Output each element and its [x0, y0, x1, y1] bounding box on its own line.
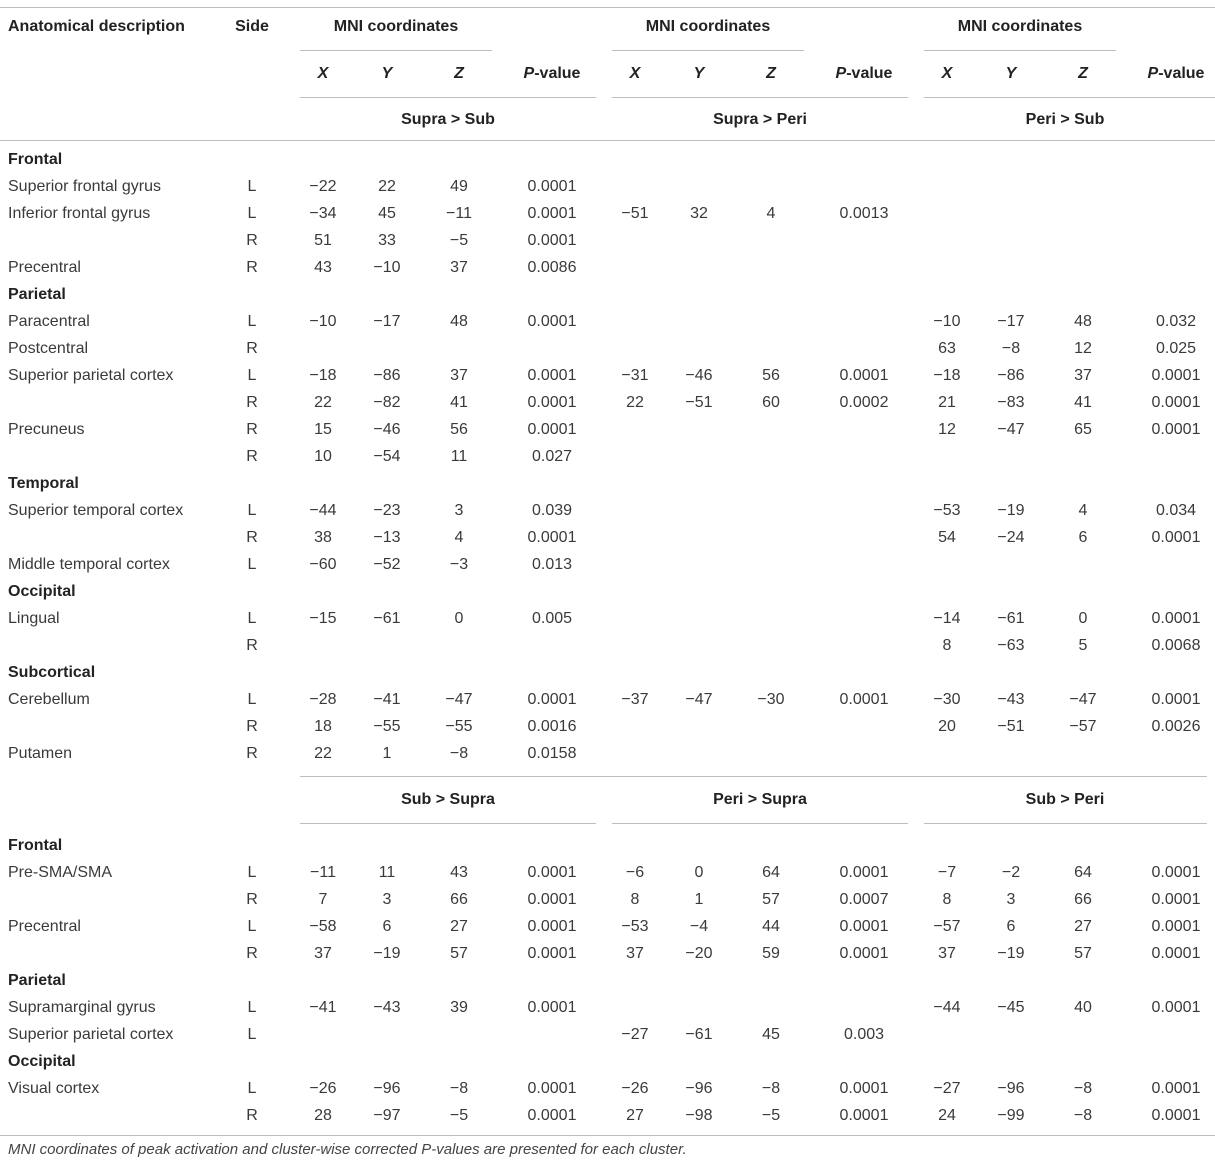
top-row-z: 65 — [1074, 421, 1092, 438]
top-row-pvalue: 0.0013 — [839, 205, 889, 222]
top-row-y: 32 — [690, 205, 708, 222]
bottom-row-z: 39 — [450, 999, 468, 1016]
bottom-row-pvalue: 0.0001 — [1151, 918, 1201, 935]
header-pvalue-0: P-value — [523, 65, 581, 82]
top-row-x: 22 — [314, 394, 332, 411]
top-row-z: 4 — [1078, 502, 1088, 519]
top-row-z: −5 — [449, 232, 469, 249]
bottom-row-y: 11 — [378, 864, 396, 881]
bottom-row-pvalue: 0.0001 — [527, 945, 577, 962]
top-row-x: −14 — [933, 610, 961, 627]
top-row-z: 37 — [450, 367, 468, 384]
top-row-pvalue: 0.034 — [1155, 502, 1197, 519]
bottom-row-x: −57 — [933, 918, 961, 935]
top-row-y: 1 — [382, 745, 392, 762]
bottom-row-y: −2 — [1001, 864, 1021, 881]
top-row-pvalue: 0.0001 — [527, 421, 577, 438]
top-row-x: −44 — [309, 502, 337, 519]
top-row-side: L — [247, 556, 257, 573]
header-pvalue-1: P-value — [835, 65, 893, 82]
bottom-row-z: 57 — [762, 891, 780, 908]
top-row-pvalue: 0.027 — [531, 448, 573, 465]
bottom-row-z: 43 — [450, 864, 468, 881]
bottom-row-region: Superior parietal cortex — [8, 1026, 174, 1043]
top-row-y: −10 — [373, 259, 401, 276]
top-row-z: 41 — [1074, 394, 1092, 411]
mni-underline-0 — [300, 50, 492, 51]
top-row-pvalue: 0.0016 — [527, 718, 577, 735]
top-row-z: −8 — [449, 745, 469, 762]
top-row-y: −41 — [373, 691, 401, 708]
bottom-row-y: −96 — [997, 1080, 1025, 1097]
top-row-x: 51 — [314, 232, 332, 249]
top-row-z: 48 — [450, 313, 468, 330]
top-row-y: −55 — [373, 718, 401, 735]
top-row-pvalue: 0.0001 — [527, 529, 577, 546]
coord-underline-1 — [612, 97, 908, 98]
bottom-row-y: −20 — [685, 945, 713, 962]
top-row-z: 0 — [1078, 610, 1088, 627]
bottom-row-y: −99 — [997, 1107, 1025, 1124]
top-row-pvalue: 0.0001 — [1151, 610, 1201, 627]
top-row-x: 22 — [626, 394, 644, 411]
top-row-y: −83 — [997, 394, 1025, 411]
contrast-bottom-underline-2 — [924, 823, 1207, 824]
bottom-row-x: −41 — [309, 999, 337, 1016]
bottom-row-y: −97 — [373, 1107, 401, 1124]
top-row-z: −11 — [446, 205, 472, 222]
contrast-top-1: Supra > Peri — [713, 111, 807, 128]
top-row-x: 18 — [314, 718, 332, 735]
bottom-row-y: −61 — [685, 1026, 713, 1043]
top-row-z: −30 — [757, 691, 785, 708]
top-row-region: Postcentral — [8, 340, 89, 357]
top-row-z: 4 — [766, 205, 776, 222]
top-row-region: Precentral — [8, 259, 81, 276]
bottom-row-pvalue: 0.0001 — [1151, 891, 1201, 908]
top-row-z: 5 — [1078, 637, 1088, 654]
coord-underline-0 — [300, 97, 596, 98]
contrast-bottom-1: Peri > Supra — [713, 791, 807, 808]
top-row-y: −46 — [373, 421, 401, 438]
top-row-side: R — [246, 448, 258, 465]
contrast-bottom-underline-0 — [300, 823, 596, 824]
bottom-row-side: R — [246, 891, 258, 908]
top-row-side: R — [246, 718, 258, 735]
mni-underline-1 — [612, 50, 804, 51]
bottom-row-pvalue: 0.0001 — [1151, 864, 1201, 881]
top-row-z: 12 — [1074, 340, 1092, 357]
top-row-z: −55 — [445, 718, 473, 735]
bottom-row-x: 28 — [314, 1107, 332, 1124]
top-row-pvalue: 0.0002 — [839, 394, 889, 411]
top-row-pvalue: 0.0001 — [527, 205, 577, 222]
bottom-row-y: −43 — [373, 999, 401, 1016]
top-row-y: −43 — [997, 691, 1025, 708]
top-row-region: Superior temporal cortex — [8, 502, 184, 519]
bottom-row-side: R — [246, 1107, 258, 1124]
top-row-y: −19 — [997, 502, 1025, 519]
top-row-x: 10 — [314, 448, 332, 465]
top-row-side: L — [247, 367, 257, 384]
bottom-row-x: 24 — [938, 1107, 956, 1124]
top-row-y: −17 — [997, 313, 1025, 330]
top-row-y: −13 — [373, 529, 401, 546]
bottom-row-z: −8 — [1073, 1080, 1093, 1097]
contrast-top-rule — [0, 140, 1215, 141]
bottom-row-y: 0 — [694, 864, 704, 881]
top-row-pvalue: 0.0001 — [1151, 367, 1201, 384]
coord-underline-2 — [924, 97, 1215, 98]
bottom-row-y: −4 — [689, 918, 709, 935]
top-row-z: 49 — [450, 178, 468, 195]
bottom-row-z: −5 — [761, 1107, 781, 1124]
top-row-z: −57 — [1069, 718, 1097, 735]
bottom-row-x: 7 — [318, 891, 328, 908]
top-row-side: R — [246, 259, 258, 276]
top-row-x: 54 — [938, 529, 956, 546]
top-row-region: Superior parietal cortex — [8, 367, 174, 384]
bottom-row-y: 3 — [1006, 891, 1016, 908]
bottom-row-region: Pre-SMA/SMA — [8, 864, 113, 881]
bottom-row-y: 6 — [382, 918, 392, 935]
top-row-z: 37 — [450, 259, 468, 276]
top-row-region: Lingual — [8, 610, 60, 627]
bottom-row-x: −53 — [621, 918, 649, 935]
bottom-row-z: 57 — [450, 945, 468, 962]
top-row-side: R — [246, 745, 258, 762]
bottom-row-pvalue: 0.0001 — [1151, 945, 1201, 962]
top-row-y: −24 — [997, 529, 1025, 546]
mni-underline-2 — [924, 50, 1116, 51]
bottom-row-y: 3 — [382, 891, 392, 908]
bottom-row-pvalue: 0.0001 — [527, 999, 577, 1016]
top-row-y: −51 — [685, 394, 713, 411]
top-row-section: Parietal — [8, 286, 66, 303]
top-row-z: 0 — [454, 610, 464, 627]
top-row-z: 4 — [454, 529, 464, 546]
top-row-section: Frontal — [8, 151, 63, 168]
top-row-x: −18 — [309, 367, 337, 384]
top-row-x: −10 — [933, 313, 961, 330]
header-mni-2: MNI coordinates — [957, 18, 1083, 35]
bottom-row-pvalue: 0.0001 — [839, 945, 889, 962]
top-row-x: −60 — [309, 556, 337, 573]
top-row-pvalue: 0.0086 — [527, 259, 577, 276]
top-row-pvalue: 0.0001 — [527, 313, 577, 330]
top-row-pvalue: 0.0001 — [1151, 421, 1201, 438]
bottom-row-y: −19 — [997, 945, 1025, 962]
top-row-x: −34 — [309, 205, 337, 222]
bottom-row-z: 27 — [450, 918, 468, 935]
bottom-row-z: 59 — [762, 945, 780, 962]
bottom-row-pvalue: 0.0001 — [839, 918, 889, 935]
top-row-x: 8 — [942, 637, 952, 654]
top-row-side: L — [247, 610, 257, 627]
top-row-section: Temporal — [8, 475, 79, 492]
top-row-side: R — [246, 421, 258, 438]
header-pvalue-2: P-value — [1147, 65, 1205, 82]
header-y-0: Y — [381, 65, 393, 82]
bottom-row-region: Precentral — [8, 918, 81, 935]
top-row-y: −46 — [685, 367, 713, 384]
top-row-x: 22 — [314, 745, 332, 762]
top-row-x: −51 — [621, 205, 649, 222]
top-row-y: −17 — [373, 313, 401, 330]
bottom-row-x: −44 — [933, 999, 961, 1016]
bottom-row-x: −11 — [310, 864, 336, 881]
top-row-pvalue: 0.0001 — [839, 367, 889, 384]
top-row-y: −8 — [1001, 340, 1021, 357]
top-row-x: 15 — [314, 421, 332, 438]
header-z-1: Z — [766, 65, 776, 82]
bottom-row-side: L — [247, 918, 257, 935]
bottom-row-z: 27 — [1074, 918, 1092, 935]
bottom-row-pvalue: 0.0001 — [1151, 999, 1201, 1016]
bottom-row-z: 57 — [1074, 945, 1092, 962]
bottom-row-x: −26 — [621, 1080, 649, 1097]
top-row-pvalue: 0.0001 — [527, 367, 577, 384]
bottom-row-x: 37 — [938, 945, 956, 962]
contrast-top-0: Supra > Sub — [401, 111, 495, 128]
bottom-row-z: 66 — [1074, 891, 1092, 908]
top-row-side: R — [246, 394, 258, 411]
top-row-pvalue: 0.0001 — [527, 232, 577, 249]
top-row-z: 11 — [450, 448, 468, 465]
header-anatomical: Anatomical description — [8, 18, 185, 35]
top-row-z: 60 — [762, 394, 780, 411]
top-row-side: R — [246, 232, 258, 249]
top-row-y: −52 — [373, 556, 401, 573]
bottom-row-x: 37 — [314, 945, 332, 962]
top-row-y: 22 — [378, 178, 396, 195]
top-row-pvalue: 0.013 — [531, 556, 573, 573]
bottom-row-side: L — [247, 864, 257, 881]
top-row-region: Paracentral — [8, 313, 90, 330]
top-row-y: −63 — [997, 637, 1025, 654]
top-row-region: Inferior frontal gyrus — [8, 205, 151, 222]
header-mni-0: MNI coordinates — [333, 18, 459, 35]
bottom-row-x: 27 — [626, 1107, 644, 1124]
bottom-row-y: −98 — [685, 1107, 713, 1124]
top-row-x: −22 — [309, 178, 337, 195]
top-row-pvalue: 0.0068 — [1151, 637, 1201, 654]
top-row-region: Superior frontal gyrus — [8, 178, 161, 195]
top-row-x: 63 — [938, 340, 956, 357]
top-row-x: −30 — [933, 691, 961, 708]
top-row-y: −51 — [997, 718, 1025, 735]
bottom-row-section: Occipital — [8, 1053, 76, 1070]
top-row-y: −86 — [373, 367, 401, 384]
bottom-row-y: −19 — [373, 945, 401, 962]
bottom-row-side: L — [247, 1080, 257, 1097]
bottom-row-pvalue: 0.0001 — [527, 1080, 577, 1097]
top-row-y: 45 — [378, 205, 396, 222]
bottom-row-x: 8 — [942, 891, 952, 908]
bottom-row-z: −8 — [449, 1080, 469, 1097]
top-row-region: Middle temporal cortex — [8, 556, 170, 573]
bottom-row-z: 44 — [762, 918, 780, 935]
top-row-y: −23 — [373, 502, 401, 519]
bottom-row-x: 8 — [630, 891, 640, 908]
top-row-side: R — [246, 637, 258, 654]
header-z-0: Z — [454, 65, 464, 82]
bottom-row-z: 66 — [450, 891, 468, 908]
bottom-row-pvalue: 0.0001 — [527, 1107, 577, 1124]
top-row-x: −28 — [309, 691, 337, 708]
header-mni-1: MNI coordinates — [645, 18, 771, 35]
top-row-section: Occipital — [8, 583, 76, 600]
bottom-row-z: −8 — [1073, 1107, 1093, 1124]
top-row-pvalue: 0.0001 — [527, 691, 577, 708]
top-row-z: −47 — [445, 691, 473, 708]
table-top-rule — [0, 7, 1215, 8]
top-row-x: 43 — [314, 259, 332, 276]
top-row-x: −37 — [621, 691, 649, 708]
contrast-top-2: Peri > Sub — [1025, 111, 1105, 128]
top-row-side: L — [247, 691, 257, 708]
bottom-row-pvalue: 0.0001 — [527, 864, 577, 881]
bottom-row-z: 45 — [762, 1026, 780, 1043]
bottom-row-pvalue: 0.0001 — [839, 1080, 889, 1097]
bottom-row-pvalue: 0.003 — [843, 1026, 885, 1043]
contrast-bottom-0: Sub > Supra — [401, 791, 495, 808]
bottom-row-z: 64 — [1074, 864, 1092, 881]
header-x-0: X — [317, 65, 329, 82]
bottom-row-y: −96 — [373, 1080, 401, 1097]
top-row-x: 21 — [938, 394, 956, 411]
top-row-z: 56 — [762, 367, 780, 384]
bottom-row-z: −5 — [449, 1107, 469, 1124]
top-row-z: −47 — [1069, 691, 1097, 708]
top-row-z: 37 — [1074, 367, 1092, 384]
top-row-z: 41 — [450, 394, 468, 411]
bottom-row-z: 40 — [1074, 999, 1092, 1016]
top-row-y: −47 — [997, 421, 1025, 438]
top-row-pvalue: 0.005 — [531, 610, 573, 627]
top-row-pvalue: 0.032 — [1155, 313, 1197, 330]
top-row-x: −15 — [309, 610, 337, 627]
header-x-1: X — [629, 65, 641, 82]
top-row-x: −53 — [933, 502, 961, 519]
top-row-z: 48 — [1074, 313, 1092, 330]
top-row-y: −47 — [685, 691, 713, 708]
top-row-side: R — [246, 340, 258, 357]
top-row-pvalue: 0.0001 — [527, 394, 577, 411]
top-row-pvalue: 0.025 — [1155, 340, 1197, 357]
bottom-row-pvalue: 0.0001 — [527, 918, 577, 935]
bottom-row-x: −6 — [625, 864, 645, 881]
contrast-bottom-2: Sub > Peri — [1025, 791, 1105, 808]
bottom-row-side: L — [247, 1026, 257, 1043]
bottom-row-pvalue: 0.0001 — [527, 891, 577, 908]
top-row-side: L — [247, 313, 257, 330]
bottom-row-section: Frontal — [8, 837, 63, 854]
top-row-y: −86 — [997, 367, 1025, 384]
header-y-1: Y — [693, 65, 705, 82]
top-row-region: Putamen — [8, 745, 73, 762]
bottom-row-region: Visual cortex — [8, 1080, 100, 1097]
top-row-y: −54 — [373, 448, 401, 465]
table-bottom-rule — [0, 1135, 1215, 1136]
bottom-row-z: −8 — [761, 1080, 781, 1097]
top-row-x: −18 — [933, 367, 961, 384]
top-row-region: Cerebellum — [8, 691, 90, 708]
top-row-y: −61 — [373, 610, 401, 627]
bottom-row-x: −27 — [621, 1026, 649, 1043]
top-row-x: −10 — [309, 313, 337, 330]
top-row-z: 56 — [450, 421, 468, 438]
header-x-2: X — [941, 65, 953, 82]
top-row-side: L — [247, 178, 257, 195]
bottom-row-pvalue: 0.0007 — [839, 891, 889, 908]
top-row-section: Subcortical — [8, 664, 96, 681]
top-row-y: −82 — [373, 394, 401, 411]
bottom-row-y: 1 — [694, 891, 704, 908]
top-row-pvalue: 0.039 — [531, 502, 573, 519]
top-row-y: 33 — [378, 232, 396, 249]
bottom-row-z: 64 — [762, 864, 780, 881]
top-row-pvalue: 0.0001 — [1151, 394, 1201, 411]
bottom-row-pvalue: 0.0001 — [1151, 1107, 1201, 1124]
top-row-x: 20 — [938, 718, 956, 735]
bottom-row-y: 6 — [1006, 918, 1016, 935]
top-row-side: L — [247, 502, 257, 519]
top-row-x: −31 — [621, 367, 649, 384]
contrast-bottom-underline-1 — [612, 823, 908, 824]
bottom-block-rule — [300, 776, 1207, 777]
bottom-row-side: R — [246, 945, 258, 962]
bottom-row-x: −7 — [937, 864, 957, 881]
bottom-row-section: Parietal — [8, 972, 66, 989]
top-row-x: 38 — [314, 529, 332, 546]
top-row-y: −61 — [997, 610, 1025, 627]
top-row-z: 6 — [1078, 529, 1088, 546]
top-row-pvalue: 0.0001 — [839, 691, 889, 708]
bottom-row-x: −26 — [309, 1080, 337, 1097]
top-row-z: 3 — [454, 502, 464, 519]
bottom-row-pvalue: 0.0001 — [839, 1107, 889, 1124]
top-row-pvalue: 0.0001 — [1151, 529, 1201, 546]
bottom-row-pvalue: 0.0001 — [1151, 1080, 1201, 1097]
bottom-row-x: −27 — [933, 1080, 961, 1097]
header-z-2: Z — [1078, 65, 1088, 82]
bottom-row-side: L — [247, 999, 257, 1016]
top-row-pvalue: 0.0001 — [527, 178, 577, 195]
top-row-side: L — [247, 205, 257, 222]
top-row-pvalue: 0.0026 — [1151, 718, 1201, 735]
bottom-row-x: 37 — [626, 945, 644, 962]
top-row-pvalue: 0.0001 — [1151, 691, 1201, 708]
bottom-row-region: Supramarginal gyrus — [8, 999, 156, 1016]
top-row-region: Precuneus — [8, 421, 85, 438]
bottom-row-x: −58 — [309, 918, 337, 935]
bottom-row-y: −45 — [997, 999, 1025, 1016]
header-y-2: Y — [1005, 65, 1017, 82]
header-side: Side — [235, 18, 269, 35]
top-row-z: −3 — [449, 556, 469, 573]
bottom-row-pvalue: 0.0001 — [839, 864, 889, 881]
top-row-pvalue: 0.0158 — [527, 745, 577, 762]
table-footnote: MNI coordinates of peak activation and cluster-wise corrected P-values are presented for each cluster. — [8, 1141, 687, 1158]
top-row-side: R — [246, 529, 258, 546]
bottom-row-y: −96 — [685, 1080, 713, 1097]
top-row-x: 12 — [938, 421, 956, 438]
